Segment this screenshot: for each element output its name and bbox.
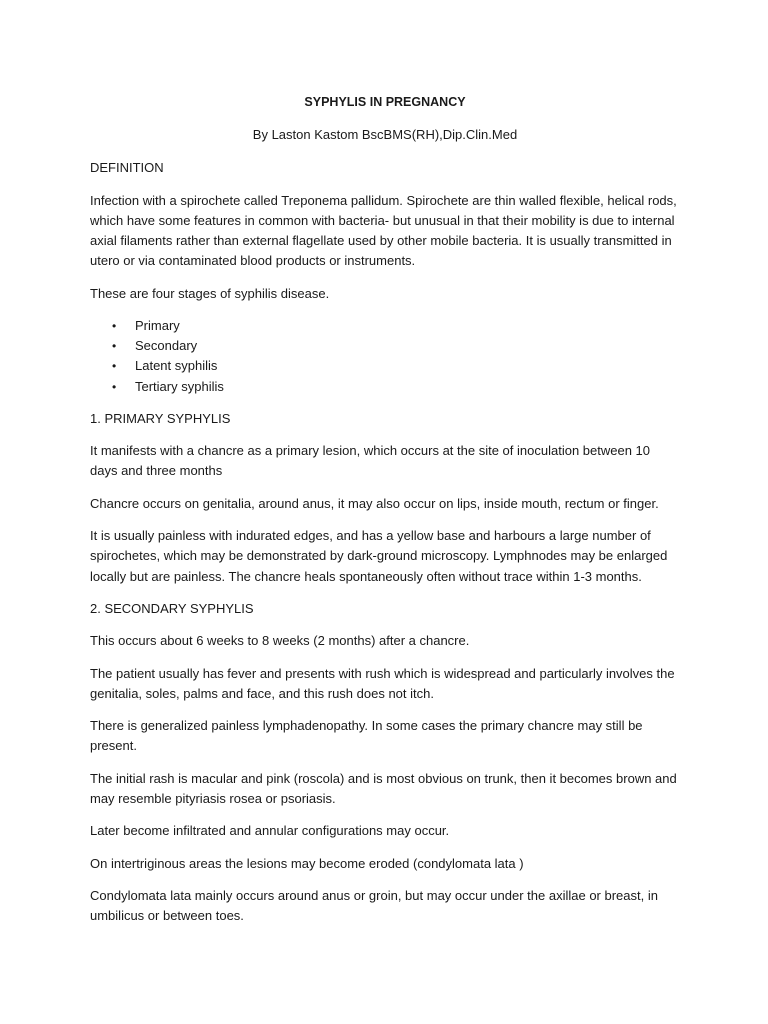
list-item-label: Secondary xyxy=(135,338,198,354)
primary-paragraph: It is usually painless with indurated edges, and has a yellow base and harbours a large number of spirochetes, which may be demonstrated by dark-ground microscopy. Lymphnodes may be enlarged locally but are painless. The chancre heals spontaneously often without trace within 1-3 months. xyxy=(90,528,668,584)
secondary-heading: 2. SECONDARY SYPHYLIS xyxy=(90,600,254,616)
bullet-icon: • xyxy=(112,319,117,334)
definition-paragraph: Infection with a spirochete called Treponema pallidum. Spirochete are thin walled flexible, helical rods, which have some features in common with bacteria- but unusual in that their mobility is due to internal axial filaments rather than external flagellate used by other mobile bacteria. It is usually transmitted in utero or via contaminated blood products or instruments. xyxy=(90,192,677,269)
secondary-paragraph: On intertriginous areas the lesions may become eroded (condylomata lata ) xyxy=(90,855,524,871)
list-item xyxy=(90,316,680,336)
secondary-paragraph: This occurs about 6 weeks to 8 weeks (2 months) after a chancre. xyxy=(90,633,470,649)
document-page xyxy=(90,92,680,939)
stages-intro: These are four stages of syphilis disease. xyxy=(90,285,330,301)
list-item xyxy=(90,336,680,356)
secondary-paragraph: Condylomata lata mainly occurs around anus or groin, but may occur under the axillae or breast, in umbilicus or between toes. xyxy=(90,887,658,924)
document-title: SYPHYLIS IN PREGNANCY xyxy=(304,95,466,109)
primary-heading: 1. PRIMARY SYPHYLIS xyxy=(90,410,231,426)
definition-heading: DEFINITION xyxy=(90,160,164,176)
primary-paragraph: Chancre occurs on genitalia, around anus, it may also occur on lips, inside mouth, rectum or finger. xyxy=(90,495,659,511)
primary-paragraph: It manifests with a chancre as a primary lesion, which occurs at the site of inoculation between 10 days and three months xyxy=(90,443,651,479)
secondary-paragraph: The patient usually has fever and presents with rush which is widespread and particularly involves the genitalia, soles, palms and face, and this rush does not itch. xyxy=(90,665,675,701)
list-item xyxy=(90,356,680,376)
list-item-label: Latent syphilis xyxy=(135,358,218,374)
list-item-label: Primary xyxy=(135,318,180,334)
secondary-paragraph: Later become infiltrated and annular configurations may occur. xyxy=(90,823,450,839)
bullet-icon: • xyxy=(112,339,117,354)
document-author: By Laston Kastom BscBMS(RH),Dip.Clin.Med xyxy=(252,127,518,142)
stages-list xyxy=(90,316,680,397)
list-item-label: Tertiary syphilis xyxy=(135,378,224,394)
bullet-icon: • xyxy=(112,359,117,374)
secondary-paragraph: There is generalized painless lymphadenopathy. In some cases the primary chancre may still be present. xyxy=(90,718,643,754)
list-item xyxy=(90,377,680,397)
bullet-icon: • xyxy=(112,379,117,394)
secondary-paragraph: The initial rash is macular and pink (roscola) and is most obvious on trunk, then it becomes brown and may resemble pityriasis rosea or psoriasis. xyxy=(90,770,677,807)
